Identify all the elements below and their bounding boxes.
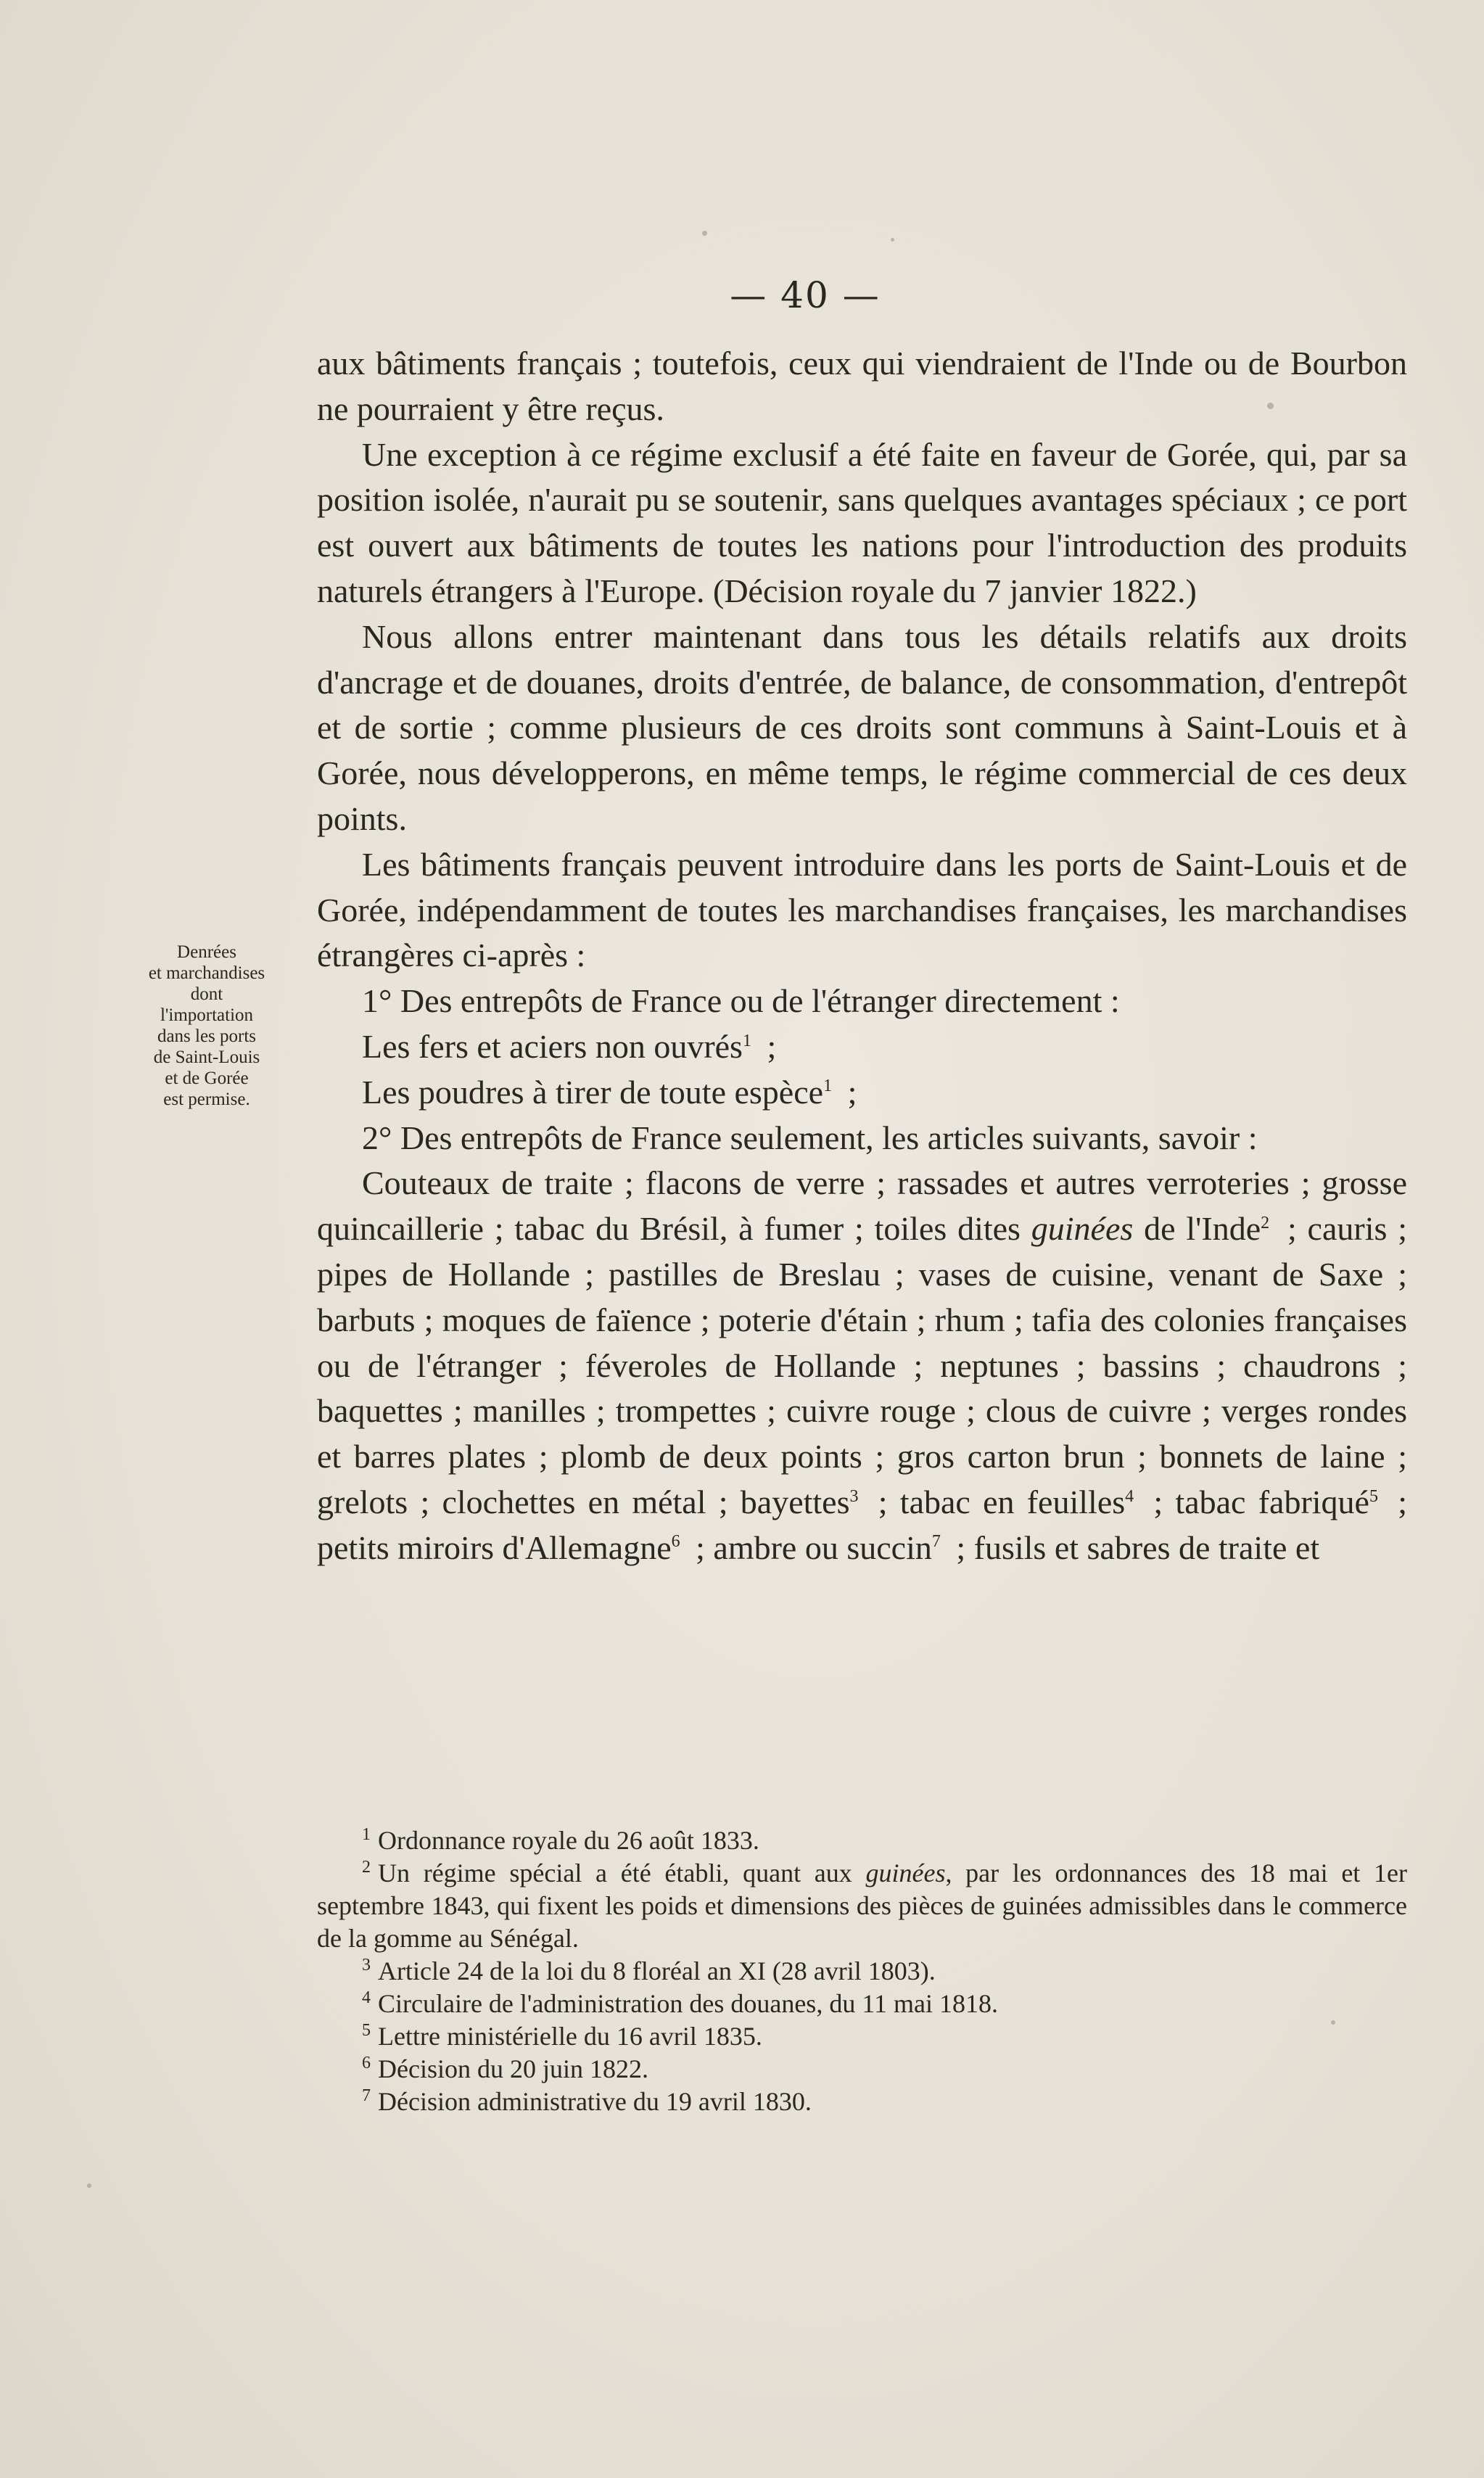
paper-speck xyxy=(1267,403,1274,409)
text-run: ; tabac fabriqué xyxy=(1141,1483,1369,1520)
footnote-ref: 7 xyxy=(931,1532,941,1552)
text-run: Les fers et aciers non ouvrés xyxy=(362,1027,743,1065)
margin-note-line: est permise. xyxy=(163,1090,250,1109)
footnote-ref: 2 xyxy=(1261,1213,1270,1232)
footnote-mark: 1 xyxy=(362,1825,371,1844)
paragraph-imports-intro: Les bâtiments français peuvent introduire dans les ports de Saint-Louis et de Gorée, indépendamment de toutes les marchandises françaises, les marchandises étrangères ci-après : xyxy=(317,845,1407,974)
margin-note-line: l'importation xyxy=(160,1005,254,1025)
paragraph-powders xyxy=(317,1070,1407,1116)
text-run: Les poudres à tirer de toute espèce xyxy=(362,1073,824,1111)
footnote xyxy=(317,2053,1407,2086)
margin-note-line: et marchandises xyxy=(148,963,265,983)
footnote-mark: 2 xyxy=(362,1858,371,1877)
footnote-text: Circulaire de l'administration des douanes, du 11 mai 1818. xyxy=(378,1989,998,2018)
footnote-mark: 3 xyxy=(362,1956,371,1975)
page-number: — 40 — xyxy=(730,274,881,316)
footnote-text: Décision du 20 juin 1822. xyxy=(378,2054,648,2083)
footnote-text: , par les ordonnances des 18 mai et 1er septembre 1843, qui fixent les poids et dimensions des pièces de guinées admissibles dans le commerce de la gomme au Sénégal. xyxy=(317,1858,1407,1953)
footnote-mark: 4 xyxy=(362,1988,371,2007)
footnote-ref: 5 xyxy=(1369,1486,1378,1506)
paper-speck xyxy=(87,2183,91,2188)
paragraph-iron-steel xyxy=(317,1024,1407,1070)
italic-word: guinées xyxy=(865,1858,946,1888)
text-run: de l'Inde xyxy=(1133,1210,1261,1248)
paragraph-continuation: aux bâtiments français ; toutefois, ceux qui viendraient de l'Inde ou de Bourbon ne pourraient y être reçus. xyxy=(317,345,1407,427)
text-run: Couteaux de traite ; flacons de verre ; rassades et autres verroteries ; grosse quincaillerie ; tabac du Brésil, à fumer ; toiles dites xyxy=(317,1164,1407,1248)
paragraph-duties-intro: Nous allons entrer maintenant dans tous les détails relatifs aux droits d'ancrage et de douanes, droits d'entrée, de balance, de consommation, d'entrepôt et de sortie ; comme plusieurs de ces droits sont communs à Saint-Louis et à Gorée, nous développerons, en même temps, le régime commercial de ces deux points. xyxy=(317,617,1407,837)
footnote xyxy=(317,2020,1407,2053)
footnote xyxy=(317,1824,1407,1857)
text-run: ; xyxy=(758,1027,777,1065)
text-run: ; fusils et sabres de traite et xyxy=(947,1528,1320,1566)
footnote-text: Décision administrative du 19 avril 1830. xyxy=(378,2087,812,2116)
footnote-ref: 3 xyxy=(849,1486,859,1506)
margin-note-line: dans les ports xyxy=(157,1026,257,1046)
paper-speck xyxy=(891,238,894,242)
footnote xyxy=(317,1988,1407,2020)
italic-word: guinées xyxy=(1031,1210,1134,1248)
footnote-text: Un régime spécial a été établi, quant aux xyxy=(378,1858,866,1888)
text-run: ; cauris ; pipes de Hollande ; pastilles de Breslau ; vases de cuisine, venant de Saxe ; barbuts ; moques de faïence ; poterie d'étain ; rhum ; tafia des colonies françaises ou de l'étranger ; féveroles de Hollande ; neptunes ; bassins ; chaudrons ; baquettes ; manilles ; trompettes ; cuivre rouge ; clous de cuivre ; verges rondes et barres plates ; plomb de deux points ; gros carton brun ; bonnets de laine ; grelots ; clochettes en métal ; bayettes xyxy=(317,1210,1407,1520)
paragraph-item-2: 2° Des entrepôts de France seulement, les articles suivants, savoir : xyxy=(362,1119,1258,1156)
footnote-mark: 7 xyxy=(362,2086,371,2105)
footnote xyxy=(317,1857,1407,1955)
paragraph-goods-list xyxy=(317,1161,1407,1571)
footnote xyxy=(317,2086,1407,2118)
paragraph-goree-exception: Une exception à ce régime exclusif a été faite en faveur de Gorée, qui, par sa position isolée, n'aurait pu se soutenir, sans quelques avantages spéciaux ; ce port est ouvert aux bâtiments de toutes les nations pour l'introduction des produits naturels étrangers à l'Europe. (Décision royale du 7 janvier 1822.) xyxy=(317,435,1407,609)
text-run: ; ambre ou succin xyxy=(687,1528,932,1566)
footnote-ref: 1 xyxy=(742,1031,751,1050)
margin-note-line: Denrées xyxy=(177,942,236,962)
footnote-ref: 4 xyxy=(1125,1486,1134,1506)
footnote-text: Ordonnance royale du 26 août 1833. xyxy=(378,1826,759,1855)
footnote-mark: 6 xyxy=(362,2054,371,2072)
footnotes xyxy=(317,1824,1407,2118)
paper-speck xyxy=(1331,2020,1335,2025)
text-run: ; petits miroirs d'Allemagne xyxy=(317,1483,1408,1566)
text-run: ; tabac en feuilles xyxy=(865,1483,1126,1520)
footnote-mark: 5 xyxy=(362,2021,371,2040)
margin-note-line: dont xyxy=(190,984,223,1004)
paragraph-item-1: 1° Des entrepôts de France ou de l'étranger directement : xyxy=(362,982,1120,1020)
footnote-ref: 1 xyxy=(823,1077,833,1096)
margin-note-line: et de Gorée xyxy=(165,1069,249,1088)
margin-note-line: de Saint-Louis xyxy=(153,1047,260,1067)
margin-note xyxy=(116,942,297,1110)
footnote-text: Article 24 de la loi du 8 floréal an XI (28 avril 1803). xyxy=(378,1956,936,1985)
footnote xyxy=(317,1955,1407,1988)
paper-speck xyxy=(702,231,707,236)
footnote-ref: 6 xyxy=(671,1532,680,1552)
text-run: ; xyxy=(839,1073,857,1111)
main-text xyxy=(317,341,1407,1571)
footnote-text: Lettre ministérielle du 16 avril 1835. xyxy=(378,2022,762,2051)
